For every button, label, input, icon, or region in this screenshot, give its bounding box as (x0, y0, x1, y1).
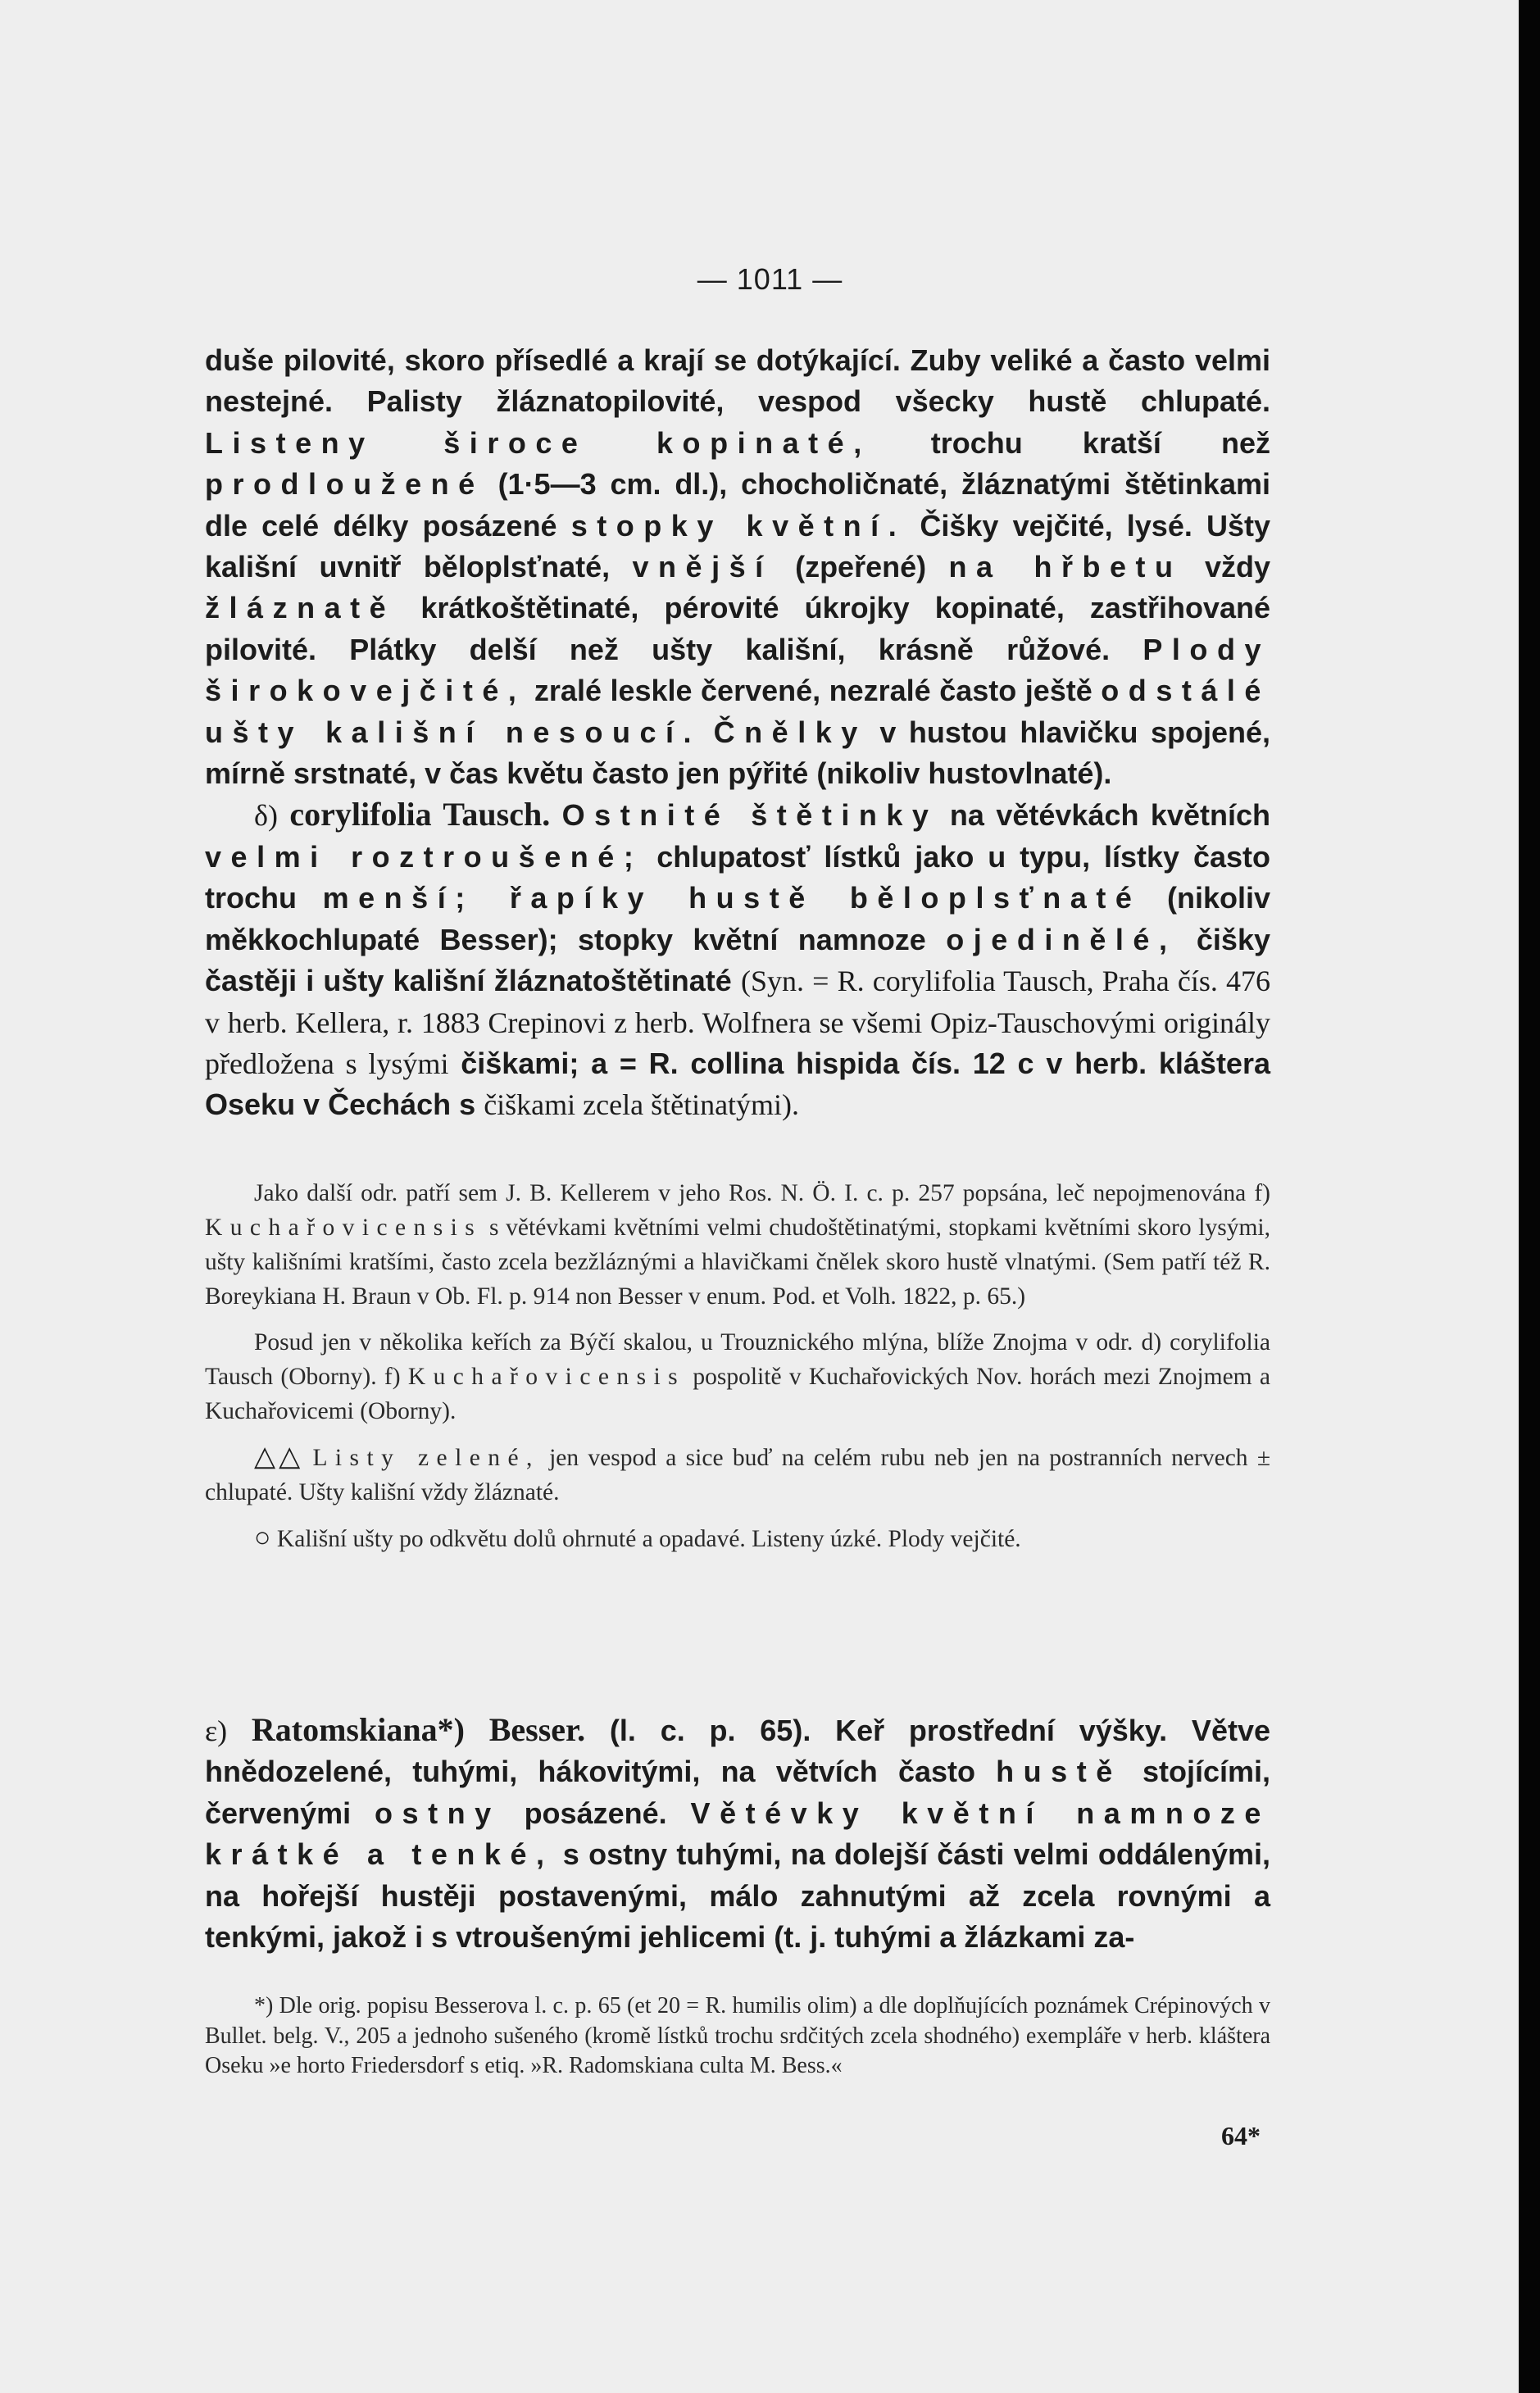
spaced-term: Listeny široce kopinaté, (205, 425, 871, 460)
text-run: stojícími, červenými (205, 1755, 1270, 1830)
footnote (205, 1991, 1270, 2082)
text-run: krátkoštětinaté, pérovité úkrojky kopinaté, zastřihované pilovité. Plátky delší než ušty kališní, krásně růžové. (205, 591, 1270, 666)
spaced-term: prodloužené (205, 467, 484, 502)
spaced-term: Kuchařovicensis (205, 1215, 483, 1241)
spaced-term: vnější (632, 550, 773, 584)
text-run: jen vespod a sice buď na celém rubu neb jen na postranních nervech ± chlupaté. Ušty kališní vždy žláznaté. (205, 1445, 1271, 1505)
spaced-term: Listy zelené, (312, 1445, 540, 1471)
text-run: pospolitě v Kuchařovických Nov. horách mezi Znojmem a Kuchařovicemi (Oborny). (205, 1364, 1271, 1424)
spaced-term: Větévky květní namnoze krátké a tenké, (205, 1796, 1270, 1872)
variety-name: corylifolia Tausch. (289, 796, 551, 833)
small-paragraph (205, 1325, 1270, 1428)
text-run: (1·5—3 cm. dl.), chocholičnaté, žláznatými štětinkami dle celé délky posázené (205, 467, 1270, 543)
text-run: čiškami; a = R. collina hispida čís. 12 c v herb. kláštera Oseku v Čechách s (205, 1046, 1270, 1122)
text-run: na větévkách květních (949, 798, 1270, 833)
text-run: Čišky vejčité, lysé. Ušty kališní uvnitř běloplsťnaté, (205, 508, 1271, 584)
spaced-term: velmi roztroušené; (205, 839, 643, 874)
small-print (205, 1176, 1270, 1556)
variety-letter: ε) (205, 1714, 228, 1747)
variety-letter: δ) (254, 799, 278, 833)
spaced-term: Kuchařovicensis (407, 1364, 686, 1390)
text-run: s větévkami květními velmi chudoštětinatými, stopkami květními skoro lysými, ušty kališními kratšími, často zcela bezžláznými a hlavičkami čnělek skoro hustě vlnatými. (Sem patří též R. Boreykiana H. Braun v Ob. Fl. p. 914 non Besser v enum. Pod. et Volh. 1822, p. 65.) (205, 1215, 1271, 1310)
spaced-term: Čnělky (713, 715, 867, 749)
spaced-term: žláznatě (205, 591, 396, 625)
text-run: duše pilovité, skoro přísedlé a krají se dotýkající. Zuby veliké a často velmi nestejné. Palisty žláznatopilovité, vespod všecky hustě chlupaté. (205, 343, 1270, 419)
text-run: Jako další odr. patří sem J. B. Kellerem v jeho Ros. N. Ö. I. c. p. 257 popsána, leč nepojmenována f) (254, 1180, 1270, 1206)
text-run: v hustou hlavičku spojené, mírně srstnaté, v čas květu často jen pýřité (nikoliv hustovlnaté). (205, 715, 1271, 791)
small-paragraph (205, 1176, 1270, 1314)
spaced-term: hustě (996, 1755, 1122, 1789)
text-run: (zpeřené) (795, 550, 927, 584)
text-run: s ostny tuhými, na dolejší části velmi oddálenými, na hořejší hustěji postavenými, málo zahnutými až zcela rovnými a tenkými, jakož i s vtroušenými jehlicemi (t. j. tuhými a žlázkami za- (205, 1837, 1270, 1955)
text-run: (l. c. p. 65). Keř prostřední výšky. Větve hnědozelené, tuhými, hákovitými, na větvích často (205, 1714, 1271, 1789)
synonym-text: čiškami zcela štětinatými). (484, 1088, 800, 1122)
spaced-term: Plody širokovejčité, (205, 632, 1270, 708)
triangle-symbol-icon: △△ (254, 1442, 304, 1472)
variety-name: Ratomskiana*) Besser. (251, 1711, 586, 1748)
text-run: Kališní ušty po odkvětu dolů ohrnuté a opadavé. Listeny úzké. Plody vejčité. (276, 1526, 1021, 1552)
paragraph-variety-ratomskiana (205, 1710, 1270, 1958)
spaced-term: ostny (375, 1796, 501, 1830)
main-text (205, 340, 1270, 1126)
text-run: čišky častěji i ušty kališní žláznatoštětinaté (205, 922, 1270, 998)
small-paragraph (205, 1521, 1270, 1556)
text-run: trochu kratší než (930, 425, 1270, 460)
text-run: Posud jen v několika keřích za Býčí skalou, u Trouznického mlýna, blíže Znojma v odr. d) corylifolia Tausch (Oborny). f) (205, 1329, 1270, 1390)
spaced-term: stopky květní. (570, 508, 906, 543)
footnote-text: *) Dle orig. popisu Besserova l. c. p. 65 (et 20 = R. humilis olim) a dle doplňujících poznámek Crépinových v Bullet. belg. V., 205 a jednoho sušeného (kromě lístků trochu srdčitých zcela shodného) exempláře v herb. kláštera Oseku »e horto Friedersdorf s etiq. »R. Radomskiana culta M. Bess.« (205, 1993, 1270, 2078)
paragraph-variety-corylifolia (205, 794, 1270, 1125)
main-text-ratomskiana (205, 1680, 1270, 1987)
spaced-term: menší; řapíky hustě běloplsťnaté (322, 881, 1142, 915)
page-number: — 1011 — (697, 262, 843, 296)
circle-symbol-icon: ○ (254, 1523, 271, 1553)
paragraph-description (205, 340, 1270, 794)
synonym-text: (Syn. = R. corylifolia Tausch, Praha čís. 476 v herb. Kellera, r. 1883 Crepinovi z herb. Wolfnera se všemi Opiz-Tauschovými originály předložena s lysými (205, 965, 1270, 1080)
text-run: posázené. (524, 1796, 667, 1830)
text-run: zralé leskle červené, nezralé často ještě (534, 674, 1093, 708)
spaced-term: ojedinělé, (946, 922, 1177, 956)
spaced-term: odstálé ušty kališní nesoucí. (205, 674, 1270, 749)
small-paragraph (205, 1440, 1270, 1510)
scan-border (1519, 0, 1540, 2393)
signature-mark: 64* (1221, 2121, 1261, 2150)
spaced-term: na hřbetu (948, 550, 1183, 584)
spaced-term: Ostnité štětinky (561, 798, 938, 833)
text-run: (nikoliv měkkochlupaté Besser); stopky květní namnoze (205, 881, 1270, 956)
text-run: vždy (1204, 550, 1270, 584)
text-run: chlupatosť lístků jako u typu, lístky často trochu (205, 839, 1270, 915)
